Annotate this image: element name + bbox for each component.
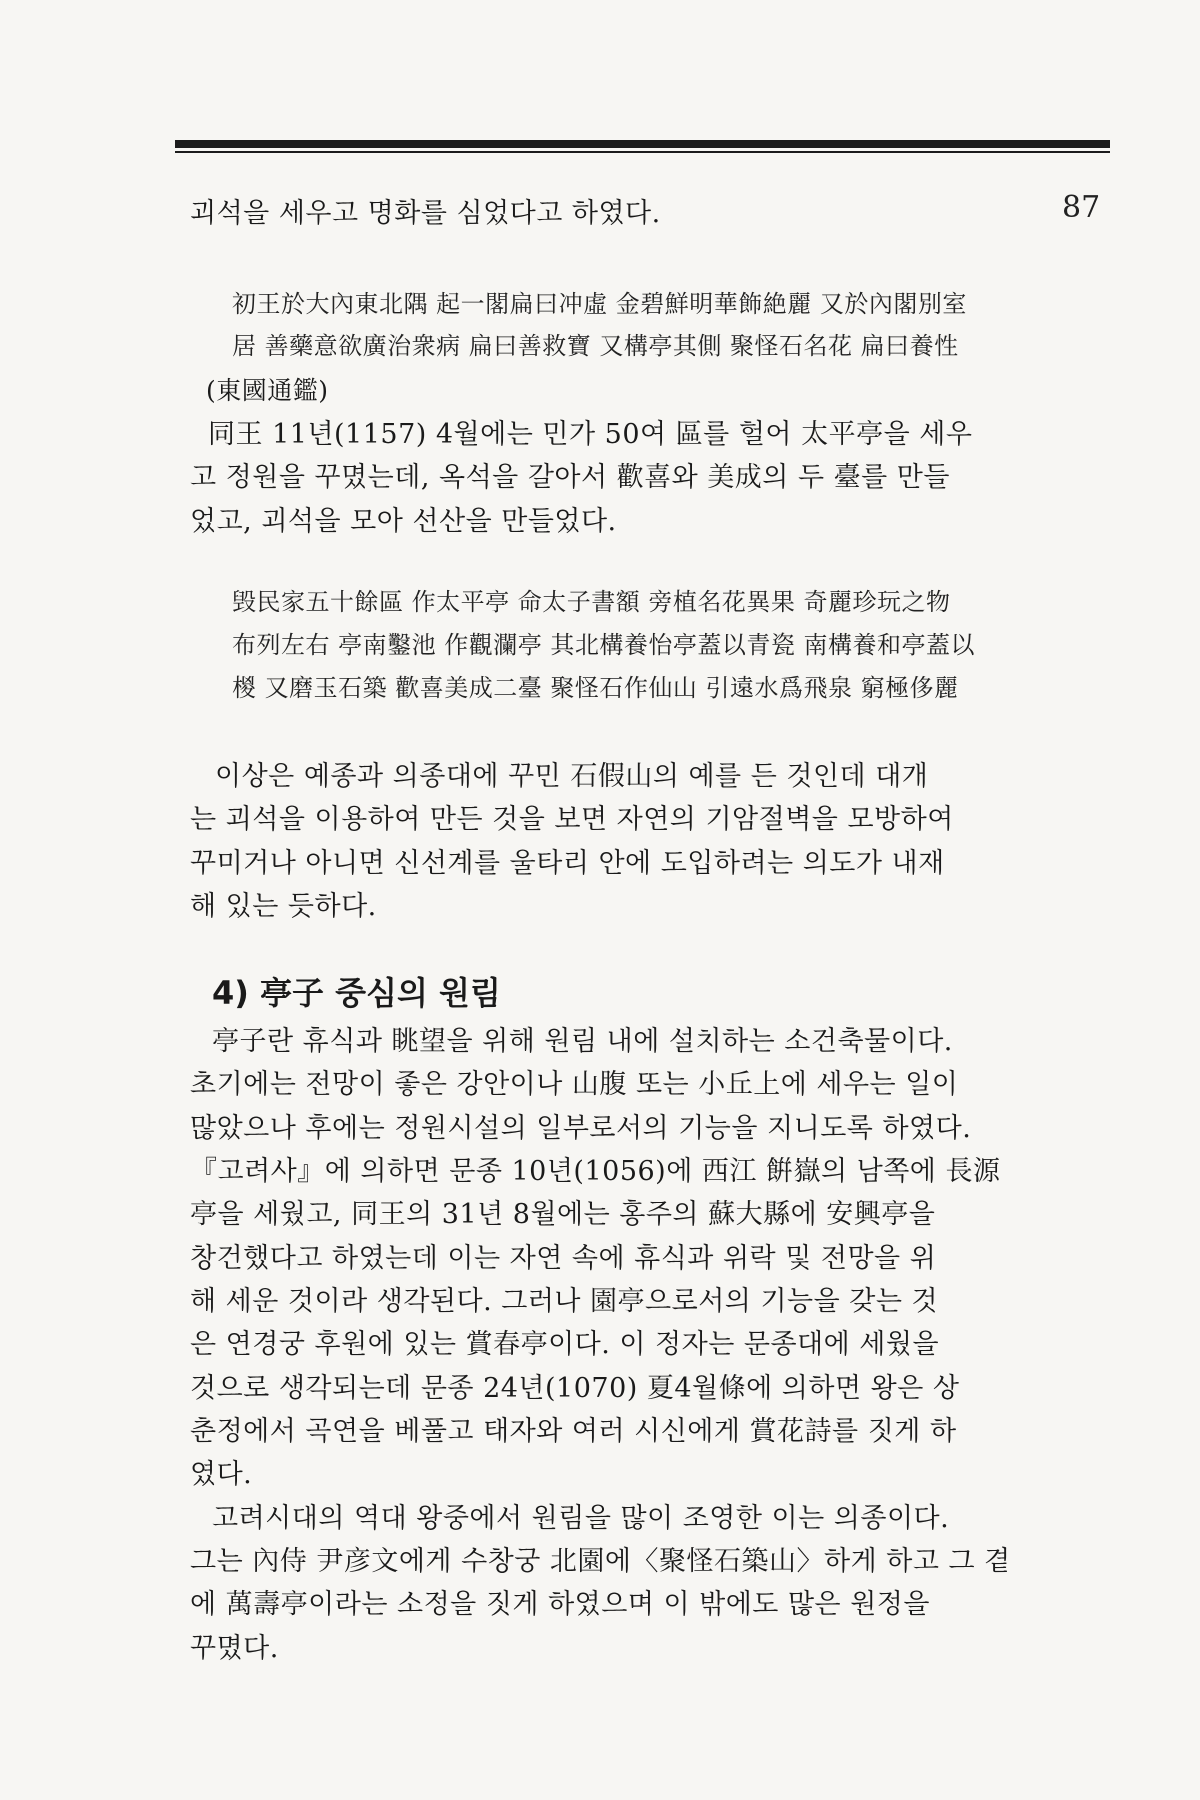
para3-line: 은 연경궁 후원에 있는 賞春亭이다. 이 정자는 문종대에 세웠을: [190, 1329, 940, 1360]
para3-line: 亭을 세웠고, 同王의 31년 8월에는 홍주의 蘇大縣에 安興亭을: [190, 1199, 936, 1230]
quote1-source: (東國通鑑): [206, 376, 329, 405]
para3-line: 였다.: [190, 1459, 253, 1490]
para1-line: 同王 11년(1157) 4월에는 민가 50여 區를 헐어 太平亭을 세우: [208, 419, 973, 450]
quote1-line: 初王於大內東北隅 起一閣扁曰冲虛 金碧鮮明華飾絶麗 又於內閣別室: [232, 290, 967, 318]
section-heading: 4) 亭子 중심의 원림: [212, 974, 501, 1012]
para4-line: 그는 內侍 尹彦文에게 수창궁 北園에〈聚怪石築山〉하게 하고 그 곁: [190, 1546, 1011, 1577]
para3-line: 것으로 생각되는데 문종 24년(1070) 夏4월條에 의하면 왕은 상: [190, 1373, 960, 1404]
para3-line: 해 세운 것이라 생각된다. 그러나 園亭으로서의 기능을 갖는 것: [190, 1286, 939, 1317]
page-number: 87: [1062, 190, 1101, 225]
para3-line: 춘정에서 곡연을 베풀고 태자와 여러 시신에게 賞花詩를 짓게 하: [190, 1416, 957, 1447]
para2-line: 해 있는 듯하다.: [190, 891, 377, 922]
para3-line: 많았으나 후에는 정원시설의 일부로서의 기능을 지니도록 하였다.: [190, 1113, 972, 1144]
para4-line: 에 萬壽亭이라는 소정을 짓게 하였으며 이 밖에도 많은 원정을: [190, 1589, 930, 1620]
quote2-line: 椶 又磨玉石築 歡喜美成二臺 聚怪石作仙山 引遠水爲飛泉 窮極侈麗: [232, 674, 959, 702]
para2-line: 이상은 예종과 의종대에 꾸민 石假山의 예를 든 것인데 대개: [215, 761, 929, 792]
para3-line: 『고려사』에 의하면 문종 10년(1056)에 西江 餠嶽의 남쪽에 長源: [190, 1156, 1001, 1187]
para4-line: 꾸몄다.: [190, 1633, 279, 1664]
header-rule-thin: [175, 151, 1110, 153]
para3-line: 亭子란 휴식과 眺望을 위해 원림 내에 설치하는 소건축물이다.: [212, 1026, 953, 1057]
header-rule-thick: [175, 140, 1110, 148]
para1-line: 고 정원을 꾸몄는데, 옥석을 갈아서 歡喜와 美成의 두 臺를 만들: [190, 462, 950, 493]
quote2-line: 毁民家五十餘區 作太平亭 命太子書額 旁植名花異果 奇麗珍玩之物: [232, 588, 951, 616]
para2-line: 꾸미거나 아니면 신선계를 울타리 안에 도입하려는 의도가 내재: [190, 848, 945, 879]
quote2-line: 布列左右 亭南鑿池 作觀瀾亭 其北構養怡亭蓋以青瓷 南構養和亭蓋以: [232, 631, 976, 659]
quote1-line: 居 善藥意欲廣治衆病 扁曰善救寶 又構亭其側 聚怪石名花 扁曰養性: [232, 332, 959, 360]
para2-line: 는 괴석을 이용하여 만든 것을 보면 자연의 기암절벽을 모방하여: [190, 804, 954, 835]
para3-line: 창건했다고 하였는데 이는 자연 속에 휴식과 위락 및 전망을 위: [190, 1243, 937, 1274]
para1-line: 었고, 괴석을 모아 선산을 만들었다.: [190, 506, 617, 537]
para4-line: 고려시대의 역대 왕중에서 원림을 많이 조영한 이는 의종이다.: [212, 1503, 950, 1534]
para3-line: 초기에는 전망이 좋은 강안이나 山腹 또는 小丘上에 세우는 일이: [190, 1069, 959, 1100]
top-line: 괴석을 세우고 명화를 심었다고 하였다.: [190, 198, 661, 229]
